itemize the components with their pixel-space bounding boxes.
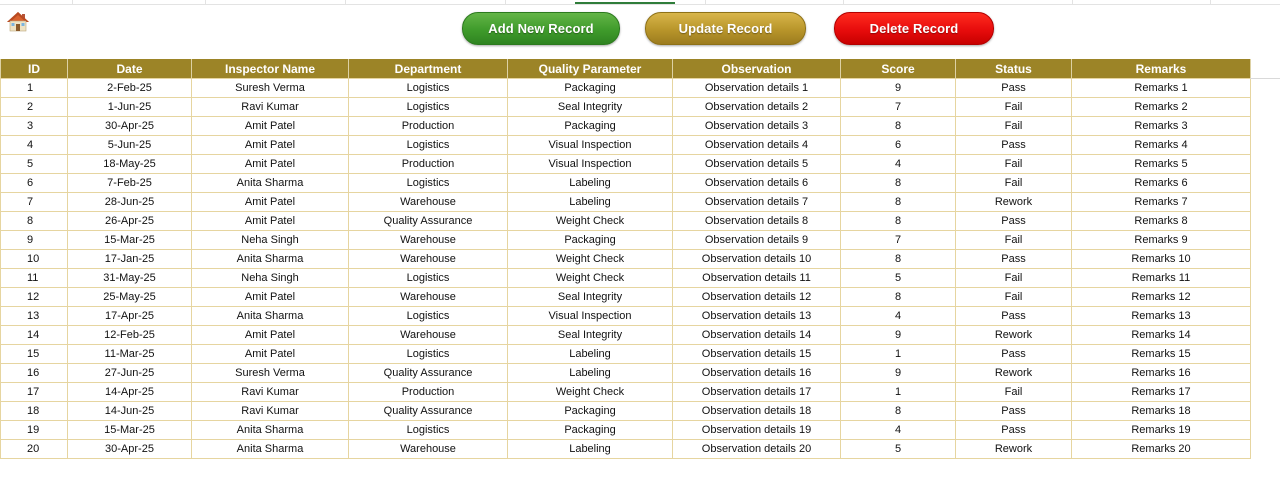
table-row[interactable] [1,269,1251,288]
cell-status[interactable]: Rework [956,193,1072,212]
cell-date[interactable]: 2-Feb-25 [68,79,192,98]
table-row[interactable] [1,421,1251,440]
cell-score[interactable]: 8 [841,288,956,307]
cell-department[interactable]: Logistics [349,421,508,440]
cell-quality-parameter[interactable]: Visual Inspection [508,155,673,174]
cell-id[interactable]: 9 [1,231,68,250]
cell-observation[interactable]: Observation details 6 [673,174,841,193]
cell-observation[interactable]: Observation details 5 [673,155,841,174]
cell-observation[interactable]: Observation details 11 [673,269,841,288]
cell-department[interactable]: Logistics [349,345,508,364]
cell-remarks[interactable]: Remarks 7 [1072,193,1251,212]
cell-quality-parameter[interactable]: Weight Check [508,383,673,402]
cell-score[interactable]: 9 [841,326,956,345]
cell-status[interactable]: Fail [956,269,1072,288]
cell-score[interactable]: 4 [841,421,956,440]
cell-score[interactable]: 9 [841,364,956,383]
cell-score[interactable]: 8 [841,174,956,193]
cell-score[interactable]: 7 [841,98,956,117]
table-row[interactable] [1,383,1251,402]
column-header-remarks[interactable]: Remarks [1072,59,1251,79]
cell-observation[interactable]: Observation details 16 [673,364,841,383]
cell-observation[interactable]: Observation details 8 [673,212,841,231]
cell-date[interactable]: 14-Jun-25 [68,402,192,421]
cell-id[interactable]: 2 [1,98,68,117]
cell-remarks[interactable]: Remarks 13 [1072,307,1251,326]
cell-inspector-name[interactable]: Suresh Verma [192,364,349,383]
header-row-extension [1250,59,1280,79]
cell-inspector-name[interactable]: Amit Patel [192,326,349,345]
cell-inspector-name[interactable]: Amit Patel [192,288,349,307]
cell-id[interactable]: 18 [1,402,68,421]
cell-score[interactable]: 1 [841,345,956,364]
cell-id[interactable]: 8 [1,212,68,231]
table-row[interactable] [1,79,1251,98]
cell-status[interactable]: Fail [956,155,1072,174]
cell-date[interactable]: 15-Mar-25 [68,421,192,440]
grid-line [705,0,706,4]
cell-inspector-name[interactable]: Anita Sharma [192,307,349,326]
table-row[interactable] [1,440,1251,459]
cell-quality-parameter[interactable]: Seal Integrity [508,288,673,307]
table-row[interactable] [1,231,1251,250]
cell-observation[interactable]: Observation details 20 [673,440,841,459]
add-new-record-button[interactable]: Add New Record [462,12,620,45]
cell-score[interactable]: 6 [841,136,956,155]
table-row[interactable] [1,345,1251,364]
cell-department[interactable]: Logistics [349,174,508,193]
cell-date[interactable]: 30-Apr-25 [68,440,192,459]
cell-status[interactable]: Rework [956,440,1072,459]
cell-date[interactable]: 18-May-25 [68,155,192,174]
table-row[interactable] [1,136,1251,155]
cell-remarks[interactable]: Remarks 4 [1072,136,1251,155]
cell-observation[interactable]: Observation details 1 [673,79,841,98]
table-body [1,79,1251,459]
cell-quality-parameter[interactable]: Labeling [508,345,673,364]
grid-line [843,0,844,4]
cell-id[interactable]: 16 [1,364,68,383]
cell-observation[interactable]: Observation details 2 [673,98,841,117]
cell-quality-parameter[interactable]: Labeling [508,440,673,459]
grid-line [1072,0,1073,4]
cell-date[interactable]: 27-Jun-25 [68,364,192,383]
cell-department[interactable]: Warehouse [349,288,508,307]
cell-inspector-name[interactable]: Anita Sharma [192,174,349,193]
table-row[interactable] [1,98,1251,117]
cell-inspector-name[interactable]: Amit Patel [192,117,349,136]
cell-id[interactable]: 4 [1,136,68,155]
cell-quality-parameter[interactable]: Packaging [508,231,673,250]
cell-status[interactable]: Pass [956,79,1072,98]
cell-department[interactable]: Production [349,117,508,136]
cell-inspector-name[interactable]: Anita Sharma [192,440,349,459]
cell-date[interactable]: 7-Feb-25 [68,174,192,193]
cell-observation[interactable]: Observation details 17 [673,383,841,402]
cell-quality-parameter[interactable]: Packaging [508,79,673,98]
cell-quality-parameter[interactable]: Seal Integrity [508,98,673,117]
cell-date[interactable]: 14-Apr-25 [68,383,192,402]
cell-observation[interactable]: Observation details 15 [673,345,841,364]
cell-remarks[interactable]: Remarks 14 [1072,326,1251,345]
cell-status[interactable]: Pass [956,402,1072,421]
cell-id[interactable]: 1 [1,79,68,98]
cell-date[interactable]: 30-Apr-25 [68,117,192,136]
cell-id[interactable]: 10 [1,250,68,269]
cell-remarks[interactable]: Remarks 1 [1072,79,1251,98]
table-row[interactable] [1,288,1251,307]
cell-id[interactable]: 13 [1,307,68,326]
cell-inspector-name[interactable]: Amit Patel [192,212,349,231]
cell-remarks[interactable]: Remarks 10 [1072,250,1251,269]
cell-inspector-name[interactable]: Ravi Kumar [192,383,349,402]
cell-id[interactable]: 15 [1,345,68,364]
cell-department[interactable]: Warehouse [349,231,508,250]
cell-department[interactable]: Warehouse [349,326,508,345]
table-row[interactable] [1,402,1251,421]
grid-line [345,0,346,4]
cell-observation[interactable]: Observation details 9 [673,231,841,250]
cell-score[interactable]: 8 [841,193,956,212]
cell-id[interactable]: 12 [1,288,68,307]
column-header-inspector-name[interactable]: Inspector Name [192,59,349,79]
cell-score[interactable]: 4 [841,155,956,174]
cell-inspector-name[interactable]: Amit Patel [192,136,349,155]
column-header-status[interactable]: Status [956,59,1072,79]
cell-score[interactable]: 8 [841,212,956,231]
cell-inspector-name[interactable]: Ravi Kumar [192,98,349,117]
cell-id[interactable]: 20 [1,440,68,459]
cell-quality-parameter[interactable]: Visual Inspection [508,136,673,155]
cell-status[interactable]: Fail [956,288,1072,307]
cell-score[interactable]: 8 [841,117,956,136]
cell-remarks[interactable]: Remarks 18 [1072,402,1251,421]
cell-id[interactable]: 7 [1,193,68,212]
cell-inspector-name[interactable]: Amit Patel [192,345,349,364]
cell-id[interactable]: 17 [1,383,68,402]
cell-score[interactable]: 5 [841,269,956,288]
grid-line [72,0,73,4]
cell-department[interactable]: Logistics [349,307,508,326]
cell-observation[interactable]: Observation details 3 [673,117,841,136]
cell-quality-parameter[interactable]: Labeling [508,364,673,383]
cell-observation[interactable]: Observation details 7 [673,193,841,212]
cell-department[interactable]: Quality Assurance [349,212,508,231]
cell-department[interactable]: Logistics [349,98,508,117]
cell-date[interactable]: 17-Jan-25 [68,250,192,269]
cell-status[interactable]: Pass [956,136,1072,155]
column-header-id[interactable]: ID [1,59,68,79]
cell-observation[interactable]: Observation details 18 [673,402,841,421]
cell-date[interactable]: 31-May-25 [68,269,192,288]
cell-quality-parameter[interactable]: Packaging [508,421,673,440]
cell-observation[interactable]: Observation details 10 [673,250,841,269]
cell-id[interactable]: 11 [1,269,68,288]
cell-id[interactable]: 19 [1,421,68,440]
update-record-button[interactable]: Update Record [645,12,806,45]
header-row [1,59,1251,79]
cell-remarks[interactable]: Remarks 6 [1072,174,1251,193]
cell-observation[interactable]: Observation details 13 [673,307,841,326]
table-row[interactable] [1,174,1251,193]
cell-date[interactable]: 15-Mar-25 [68,231,192,250]
cell-status[interactable]: Pass [956,421,1072,440]
column-header-quality-parameter[interactable]: Quality Parameter [508,59,673,79]
cell-date[interactable]: 28-Jun-25 [68,193,192,212]
cell-observation[interactable]: Observation details 19 [673,421,841,440]
cell-status[interactable]: Fail [956,231,1072,250]
cell-remarks[interactable]: Remarks 20 [1072,440,1251,459]
cell-date[interactable]: 11-Mar-25 [68,345,192,364]
cell-inspector-name[interactable]: Neha Singh [192,269,349,288]
cell-id[interactable]: 6 [1,174,68,193]
cell-score[interactable]: 8 [841,250,956,269]
cell-inspector-name[interactable]: Anita Sharma [192,421,349,440]
cell-score[interactable]: 1 [841,383,956,402]
cell-score[interactable]: 8 [841,402,956,421]
home-icon[interactable] [6,10,30,34]
cell-date[interactable]: 25-May-25 [68,288,192,307]
cell-date[interactable]: 1-Jun-25 [68,98,192,117]
cell-quality-parameter[interactable]: Weight Check [508,250,673,269]
cell-inspector-name[interactable]: Suresh Verma [192,79,349,98]
table-row[interactable] [1,212,1251,231]
cell-remarks[interactable]: Remarks 17 [1072,383,1251,402]
column-header-date[interactable]: Date [68,59,192,79]
cell-quality-parameter[interactable]: Visual Inspection [508,307,673,326]
cell-status[interactable]: Pass [956,212,1072,231]
cell-score[interactable]: 5 [841,440,956,459]
cell-date[interactable]: 12-Feb-25 [68,326,192,345]
cell-inspector-name[interactable]: Neha Singh [192,231,349,250]
cell-department[interactable]: Quality Assurance [349,364,508,383]
cell-remarks[interactable]: Remarks 8 [1072,212,1251,231]
cell-inspector-name[interactable]: Anita Sharma [192,250,349,269]
grid-line [1210,0,1211,4]
cell-department[interactable]: Production [349,383,508,402]
cell-date[interactable]: 26-Apr-25 [68,212,192,231]
table-row[interactable] [1,193,1251,212]
cell-observation[interactable]: Observation details 4 [673,136,841,155]
selected-cell-marker [575,2,675,4]
cell-inspector-name[interactable]: Amit Patel [192,155,349,174]
grid-line [505,0,506,4]
cell-remarks[interactable]: Remarks 2 [1072,98,1251,117]
cell-department[interactable]: Warehouse [349,193,508,212]
cell-status[interactable]: Rework [956,326,1072,345]
table-row[interactable] [1,250,1251,269]
table-row[interactable] [1,364,1251,383]
cell-department[interactable]: Quality Assurance [349,402,508,421]
cell-quality-parameter[interactable]: Weight Check [508,269,673,288]
grid-line [205,0,206,4]
cell-score[interactable]: 4 [841,307,956,326]
cell-remarks[interactable]: Remarks 12 [1072,288,1251,307]
cell-score[interactable]: 7 [841,231,956,250]
cell-status[interactable]: Fail [956,117,1072,136]
cell-inspector-name[interactable]: Ravi Kumar [192,402,349,421]
cell-remarks[interactable]: Remarks 5 [1072,155,1251,174]
cell-department[interactable]: Warehouse [349,250,508,269]
cell-remarks[interactable]: Remarks 15 [1072,345,1251,364]
cell-status[interactable]: Fail [956,98,1072,117]
column-header-observation[interactable]: Observation [673,59,841,79]
cell-department[interactable]: Logistics [349,136,508,155]
table-row[interactable] [1,117,1251,136]
cell-department[interactable]: Warehouse [349,440,508,459]
cell-id[interactable]: 3 [1,117,68,136]
cell-status[interactable]: Pass [956,250,1072,269]
cell-score[interactable]: 9 [841,79,956,98]
cell-status[interactable]: Fail [956,174,1072,193]
cell-observation[interactable]: Observation details 14 [673,326,841,345]
cell-remarks[interactable]: Remarks 9 [1072,231,1251,250]
delete-record-button[interactable]: Delete Record [834,12,994,45]
cell-remarks[interactable]: Remarks 16 [1072,364,1251,383]
cell-status[interactable]: Rework [956,364,1072,383]
cell-remarks[interactable]: Remarks 3 [1072,117,1251,136]
cell-id[interactable]: 14 [1,326,68,345]
cell-inspector-name[interactable]: Amit Patel [192,193,349,212]
cell-date[interactable]: 17-Apr-25 [68,307,192,326]
cell-status[interactable]: Fail [956,383,1072,402]
records-table [0,59,1251,459]
column-header-department[interactable]: Department [349,59,508,79]
cell-remarks[interactable]: Remarks 19 [1072,421,1251,440]
cell-id[interactable]: 5 [1,155,68,174]
sheet-gridlines [0,0,1280,5]
cell-department[interactable]: Logistics [349,269,508,288]
cell-status[interactable]: Pass [956,345,1072,364]
cell-quality-parameter[interactable]: Packaging [508,117,673,136]
cell-remarks[interactable]: Remarks 11 [1072,269,1251,288]
cell-quality-parameter[interactable]: Packaging [508,402,673,421]
cell-quality-parameter[interactable]: Seal Integrity [508,326,673,345]
cell-quality-parameter[interactable]: Labeling [508,174,673,193]
cell-quality-parameter[interactable]: Labeling [508,193,673,212]
table-row[interactable] [1,326,1251,345]
cell-department[interactable]: Production [349,155,508,174]
table-row[interactable] [1,307,1251,326]
cell-quality-parameter[interactable]: Weight Check [508,212,673,231]
cell-observation[interactable]: Observation details 12 [673,288,841,307]
column-header-score[interactable]: Score [841,59,956,79]
table-row[interactable] [1,155,1251,174]
cell-date[interactable]: 5-Jun-25 [68,136,192,155]
cell-status[interactable]: Pass [956,307,1072,326]
cell-department[interactable]: Logistics [349,79,508,98]
